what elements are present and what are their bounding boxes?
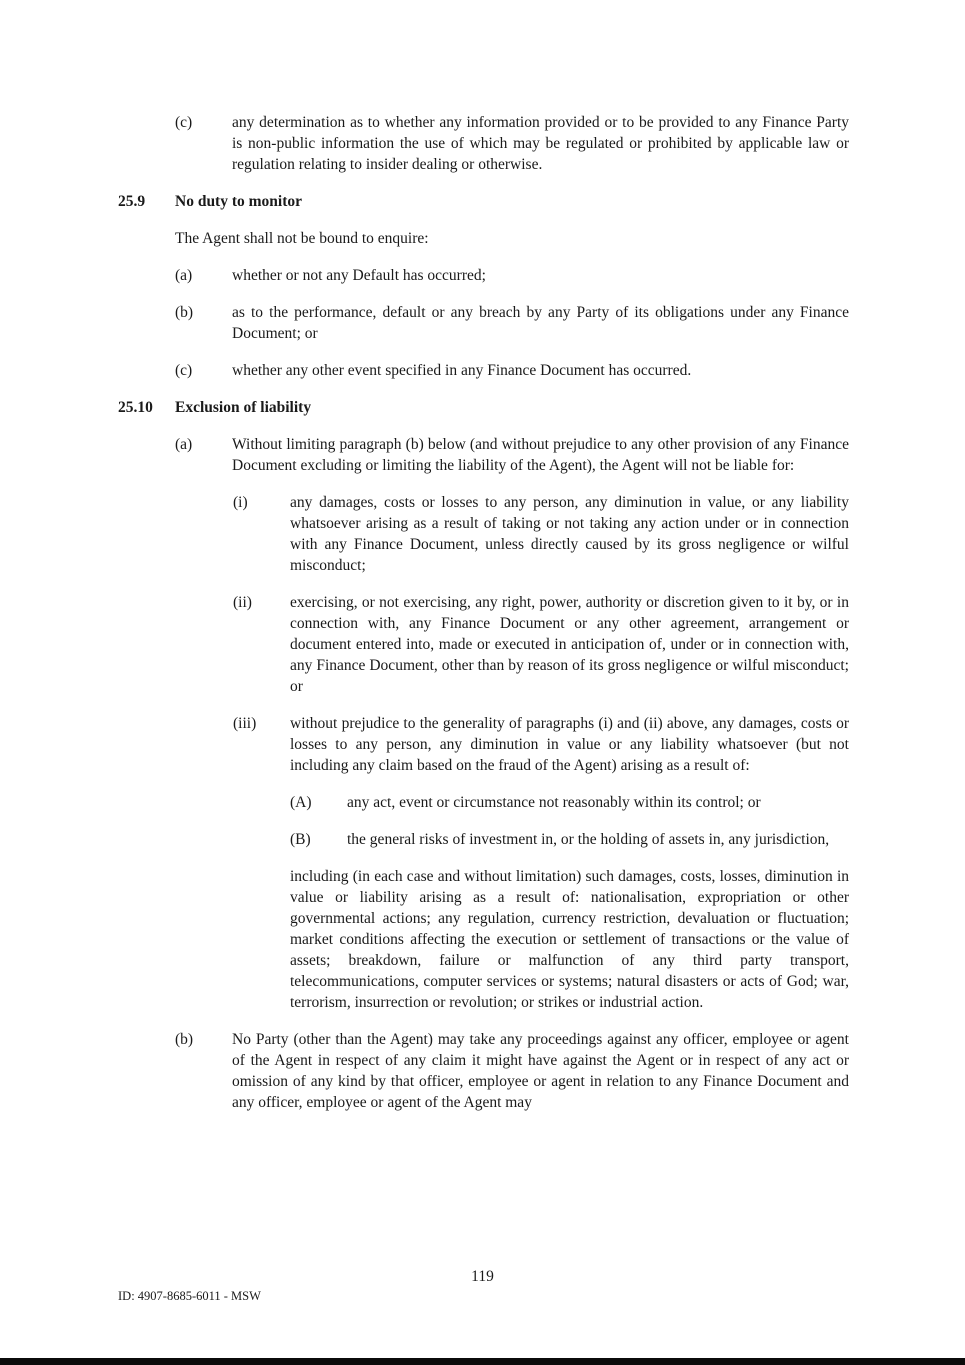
clause-paragraph [175, 112, 849, 175]
clause-label: (B) [290, 831, 311, 848]
clause-paragraph [175, 1029, 849, 1113]
clause-label: (a) [175, 436, 193, 453]
clause-paragraph [233, 592, 849, 697]
clause-heading [118, 191, 849, 212]
clause-heading-title: No duty to monitor [175, 193, 303, 210]
clause-label: (c) [175, 114, 193, 131]
clause-text: including (in each case and without limitation) such damages, costs, losses, diminution in value or liability arising as a result of: nationalisation, expropriation or other governmental actions; any regulation, currency restriction, devaluation or fluctuation; market conditions affecting the execution or settlement of transactions or the value of assets; breakdown, failure or malfunction of any third party transport, telecommunications, computer services or systems; natural disasters or acts of God; war, terrorism, insurrection or revolution; or strikes or industrial action. [290, 868, 849, 1011]
page-number: 119 [471, 1268, 494, 1285]
clause-text: any determination as to whether any information provided or to be provided to any Finance Party is non-public information the use of which may be regulated or prohibited by applicable law or regulation relating to insider dealing or otherwise. [232, 114, 849, 173]
document-content [118, 112, 849, 1129]
clause-continuation-paragraph [233, 866, 849, 1013]
clause-text: whether any other event specified in any Finance Document has occurred. [232, 362, 692, 379]
clause-label [233, 866, 290, 1013]
clause-label: (c) [175, 362, 193, 379]
clause-text: without prejudice to the generality of paragraphs (i) and (ii) above, any damages, costs or losses to any person, any diminution in value or any liability whatsoever (but not including any claim based on the fraud of the Agent) arising as a result of: [290, 715, 849, 774]
clause-text: any act, event or circumstance not reasonably within its control; or [347, 794, 761, 811]
clause-paragraph [175, 434, 849, 476]
clause-label: (b) [175, 1031, 194, 1048]
clause-number: 25.9 [118, 193, 146, 210]
clause-text: No Party (other than the Agent) may take any proceedings against any officer, employee or agent of the Agent in respect of any claim it might have against the Agent or in respect of any act or omission of any kind by that officer, employee or agent in relation to any Finance Document and any officer, employee or agent of the Agent may [232, 1031, 849, 1111]
clause-label: (i) [233, 494, 248, 511]
clause-paragraph [290, 792, 849, 813]
clause-paragraph [175, 302, 849, 344]
clause-text: any damages, costs or losses to any person, any diminution in value, or any liability whatsoever arising as a result of taking or not taking any action under or in connection with any Finance Document, unless directly caused by its gross negligence or wilful misconduct; [290, 494, 849, 574]
clause-heading-title: Exclusion of liability [175, 399, 312, 416]
clause-label: (b) [175, 304, 194, 321]
document-id: ID: 4907-8685-6011 - MSW [118, 1289, 261, 1303]
clause-text: as to the performance, default or any breach by any Party of its obligations under any Finance Document; or [232, 304, 849, 342]
clause-heading [118, 397, 849, 418]
clause-text: Without limiting paragraph (b) below (and without prejudice to any other provision of any Finance Document excluding or limiting the liability of the Agent), the Agent will not be liable for: [232, 436, 849, 474]
clause-label [118, 228, 175, 249]
clause-paragraph [175, 265, 849, 286]
clause-label: (a) [175, 267, 193, 284]
clause-paragraph [175, 360, 849, 381]
clause-paragraph [290, 829, 849, 850]
clause-label: (iii) [233, 715, 257, 732]
clause-label: (A) [290, 794, 312, 811]
clause-paragraph [233, 492, 849, 576]
clause-text: the general risks of investment in, or the holding of assets in, any jurisdiction, [347, 831, 830, 848]
clause-number: 25.10 [118, 399, 153, 416]
clause-text: The Agent shall not be bound to enquire: [175, 230, 429, 247]
clause-label: (ii) [233, 594, 252, 611]
screen-bottom-edge [0, 1358, 965, 1365]
clause-text: exercising, or not exercising, any right, power, authority or discretion given to it by, or in connection with, any Finance Document or any other agreement, arrangement or document entered into, made or executed in anticipation of, under or in connection with, any Finance Document, other than by reason of its gross negligence or wilful misconduct; or [290, 594, 849, 695]
clause-paragraph [118, 228, 849, 249]
clause-text: whether or not any Default has occurred; [232, 267, 486, 284]
clause-paragraph [233, 713, 849, 776]
